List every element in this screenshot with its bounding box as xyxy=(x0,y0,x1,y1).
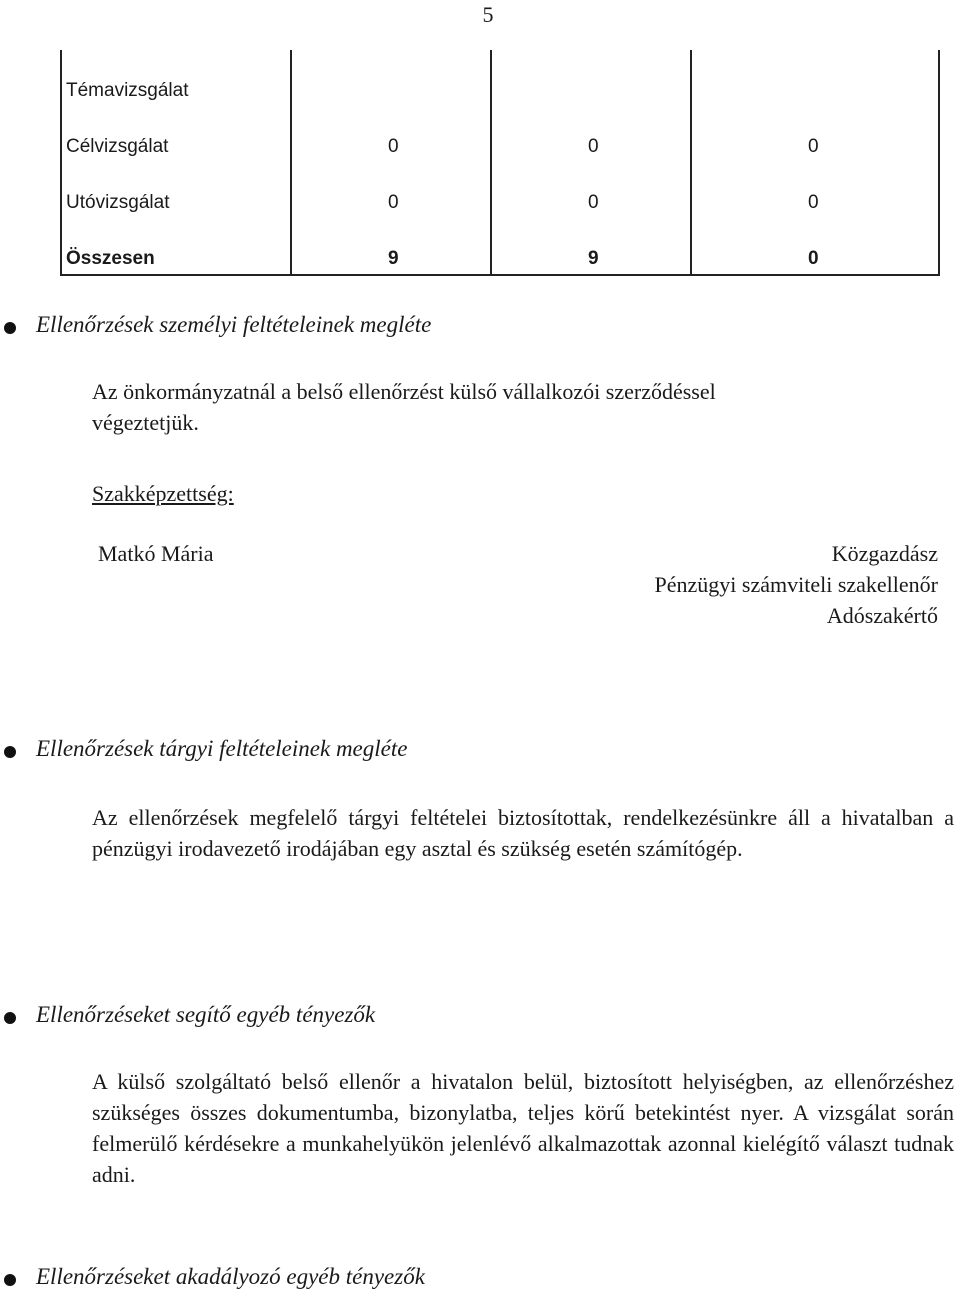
page-number: 5 xyxy=(482,2,494,27)
cell-value: 0 xyxy=(491,106,691,162)
paragraph xyxy=(92,376,956,438)
section-heading: Ellenőrzéseket segítő egyéb tényezők xyxy=(36,1002,376,1027)
cell-value: 0 xyxy=(291,106,491,162)
paragraph: Az ellenőrzések megfelelő tárgyi feltételei biztosítottak, rendelkezésünkre áll a hivatalban a pénzügyi irodavezető irodájában egy asztal és szükség esetén számítógép. xyxy=(92,805,954,861)
qualification-item: Adószakértő xyxy=(826,603,938,628)
cell-value: 9 xyxy=(491,218,691,275)
table-row-total xyxy=(61,218,939,275)
table-row xyxy=(61,50,939,106)
text-line: Az önkormányzatnál a belső ellenőrzést külső vállalkozói szerződéssel xyxy=(92,379,716,404)
cell-value: 0 xyxy=(691,106,939,162)
table-row xyxy=(61,106,939,162)
cell-value: 0 xyxy=(291,162,491,218)
bullet-icon xyxy=(4,1274,16,1286)
text-line: végeztetjük. xyxy=(92,410,199,435)
row-label: Célvizsgálat xyxy=(61,106,291,162)
row-label: Összesen xyxy=(61,218,291,275)
bullet-icon xyxy=(4,322,16,334)
bullet-icon xyxy=(4,746,16,758)
section-heading: Ellenőrzéseket akadályozó egyéb tényezők xyxy=(36,1264,425,1289)
qualification-item: Pénzügyi számviteli szakellenőr xyxy=(654,572,938,597)
paragraph: A külső szolgáltató belső ellenőr a hivatalon belül, biztosított helyiségben, az ellenőrzéshez szükséges összes dokumentumba, bizonylatba, teljes körű betekintést nyer. A vizsgálat során felmerülő kérdésekre a munkahelyükön jelenlévő alkalmazottak azonnal kielégítő választ tudnak adni. xyxy=(92,1069,954,1187)
table-row xyxy=(61,162,939,218)
bullet-icon xyxy=(4,1012,16,1024)
cell-value: 0 xyxy=(691,162,939,218)
person-name: Matkó Mária xyxy=(98,541,214,566)
cell-value xyxy=(491,50,691,106)
qualification-list xyxy=(500,538,938,631)
qualification-item: Közgazdász xyxy=(831,541,938,566)
row-label: Témavizsgálat xyxy=(61,50,291,106)
cell-value xyxy=(291,50,491,106)
cell-value: 0 xyxy=(491,162,691,218)
cell-value: 0 xyxy=(691,218,939,275)
section-heading: Ellenőrzések személyi feltételeinek megléte xyxy=(36,312,432,337)
section-heading: Ellenőrzések tárgyi feltételeinek megléte xyxy=(36,736,408,761)
row-label: Utóvizsgálat xyxy=(61,162,291,218)
cell-value: 9 xyxy=(291,218,491,275)
cell-value xyxy=(691,50,939,106)
inspection-table xyxy=(60,50,940,276)
qualification-label: Szakképzettség: xyxy=(92,481,234,506)
